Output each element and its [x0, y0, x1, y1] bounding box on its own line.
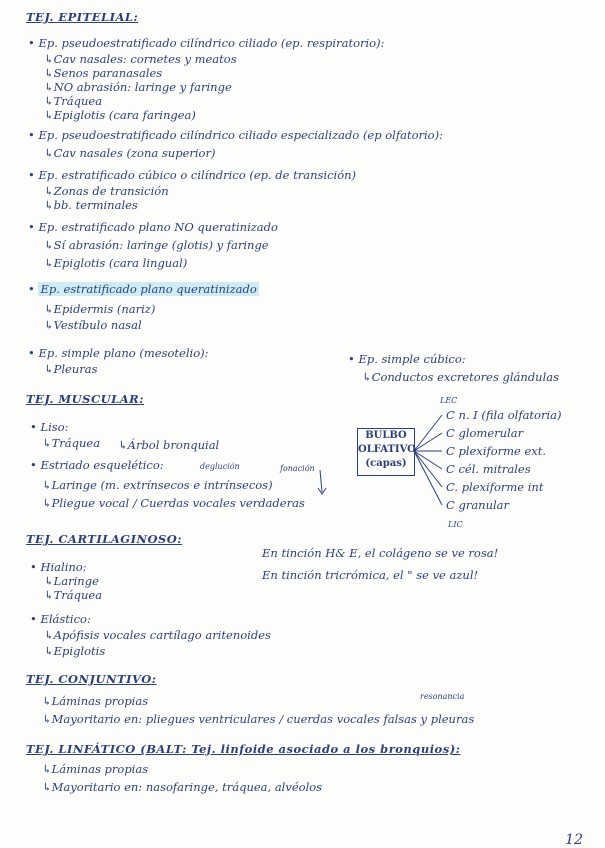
epitelial-item-2-title: • Ep. pseudoestratificado cilíndrico ciliado especializado (ep olfatorio): — [28, 128, 443, 142]
cartilaginoso-elastico-sub: ↳ Epiglotis — [44, 644, 105, 658]
conjuntivo-sub: ↳ Láminas propias — [42, 694, 148, 708]
epitelial-item-2-sub: ↳ Cav nasales (zona superior) — [44, 146, 215, 160]
muscular-liso-title: • Liso: — [30, 420, 68, 434]
epitelial-item-3-sub: ↳ bb. terminales — [44, 198, 138, 212]
muscular-estriado-sub: ↳ Pliegue vocal / Cuerdas vocales verdaderas — [42, 496, 305, 510]
muscular-estriado-title: • Estriado esquelético: — [30, 458, 164, 472]
epitelial-item-4-title: • Ep. estratificado plano NO queratinizado — [28, 220, 278, 234]
note-resonancia: resonancia — [420, 692, 465, 701]
bulbo-layer: C glomerular — [446, 426, 524, 440]
bulbo-label-line: BULBO — [365, 430, 407, 441]
section-heading-epitelial: TEJ. EPITELIAL: — [26, 10, 139, 24]
cartilaginoso-elastico-title: • Elástico: — [30, 612, 91, 626]
tincion-note-1: En tinción H& E, el colágeno se ve rosa! — [262, 546, 499, 560]
page-number: 12 — [565, 832, 583, 848]
section-heading-conjuntivo: TEJ. CONJUNTIVO: — [26, 672, 157, 686]
section-heading-cartilaginoso: TEJ. CARTILAGINOSO: — [26, 532, 183, 546]
epitelial-item-1-sub: ↳ Tráquea — [44, 94, 102, 108]
bulbo-top-tag: LEC — [440, 396, 458, 405]
bulbo-layer: C cél. mitrales — [446, 462, 531, 476]
section-heading-muscular: TEJ. MUSCULAR: — [26, 392, 144, 406]
epitelial-item-6-title: • Ep. simple plano (mesotelio): — [28, 346, 208, 360]
epitelial-item-4-sub: ↳ Epiglotis (cara lingual) — [44, 256, 187, 270]
conjuntivo-sub: ↳ Mayoritario en: pliegues ventriculares / cuerdas vocales falsas y pleuras — [42, 712, 474, 726]
epitelial-item-6-sub: ↳ Pleuras — [44, 362, 98, 376]
cartilaginoso-elastico-sub: ↳ Apófisis vocales cartílago aritenoides — [44, 628, 271, 642]
tincion-note-2: En tinción tricrómica, el " se ve azul! — [262, 568, 479, 582]
epitelial-item-1-sub: ↳ NO abrasión: laringe y faringe — [44, 80, 232, 94]
epitelial-item-7-title: • Ep. simple cúbico: — [348, 352, 466, 366]
epitelial-item-7-sub: ↳ Conductos excretores glándulas — [362, 370, 559, 384]
epitelial-item-4-sub: ↳ Sí abrasión: laringe (glotis) y faringe — [44, 238, 269, 252]
epitelial-item-3-sub: ↳ Zonas de transición — [44, 184, 169, 198]
epitelial-item-3-title: • Ep. estratificado cúbico o cilíndrico (ep. de transición) — [28, 168, 356, 182]
linfatico-sub: ↳ Mayoritario en: nasofaringe, tráquea, alvéolos — [42, 780, 322, 794]
bulbo-layer: C n. I (fila olfatoria) — [446, 408, 562, 422]
epitelial-item-1-sub: ↳ Cav nasales: cornetes y meatos — [44, 52, 237, 66]
note-deglucion: deglución — [200, 462, 240, 471]
epitelial-item-1-sub: ↳ Epiglotis (cara faringea) — [44, 108, 196, 122]
epitelial-item-1-title: • Ep. pseudoestratificado cilíndrico ciliado (ep. respiratorio): — [28, 36, 384, 50]
muscular-liso-sub: ↳ Tráquea — [42, 436, 100, 450]
bulbo-label-line: OLFATIVO — [358, 444, 416, 455]
bulbo-layer: C plexiforme ext. — [446, 444, 547, 458]
section-heading-linfatico: TEJ. LINFÁTICO (BALT: Tej. linfoide asociado a los bronquios): — [26, 742, 461, 756]
cartilaginoso-hialino-title: • Hialino: — [30, 560, 87, 574]
epitelial-item-5-sub: ↳ Vestíbulo nasal — [44, 318, 142, 332]
note-fonacion: fonación — [280, 464, 315, 473]
epitelial-item-5-sub: ↳ Epidermis (nariz) — [44, 302, 155, 316]
linfatico-sub: ↳ Láminas propias — [42, 762, 148, 776]
muscular-liso-sub: ↳ Árbol bronquial — [118, 438, 219, 452]
cartilaginoso-hialino-sub: ↳ Tráquea — [44, 588, 102, 602]
muscular-estriado-sub: ↳ Laringe (m. extrínsecos e intrínsecos) — [42, 478, 273, 492]
bulbo-bottom-tag: LIC — [448, 520, 463, 529]
bulbo-label-line: (capas) — [365, 458, 407, 469]
cartilaginoso-hialino-sub: ↳ Laringe — [44, 574, 99, 588]
bulbo-layer: C. plexiforme int — [446, 480, 544, 494]
epitelial-item-1-sub: ↳ Senos paranasales — [44, 66, 162, 80]
bulbo-layer: C granular — [446, 498, 510, 512]
highlighted-title: Ep. estratificado plano queratinizado — [40, 282, 257, 296]
